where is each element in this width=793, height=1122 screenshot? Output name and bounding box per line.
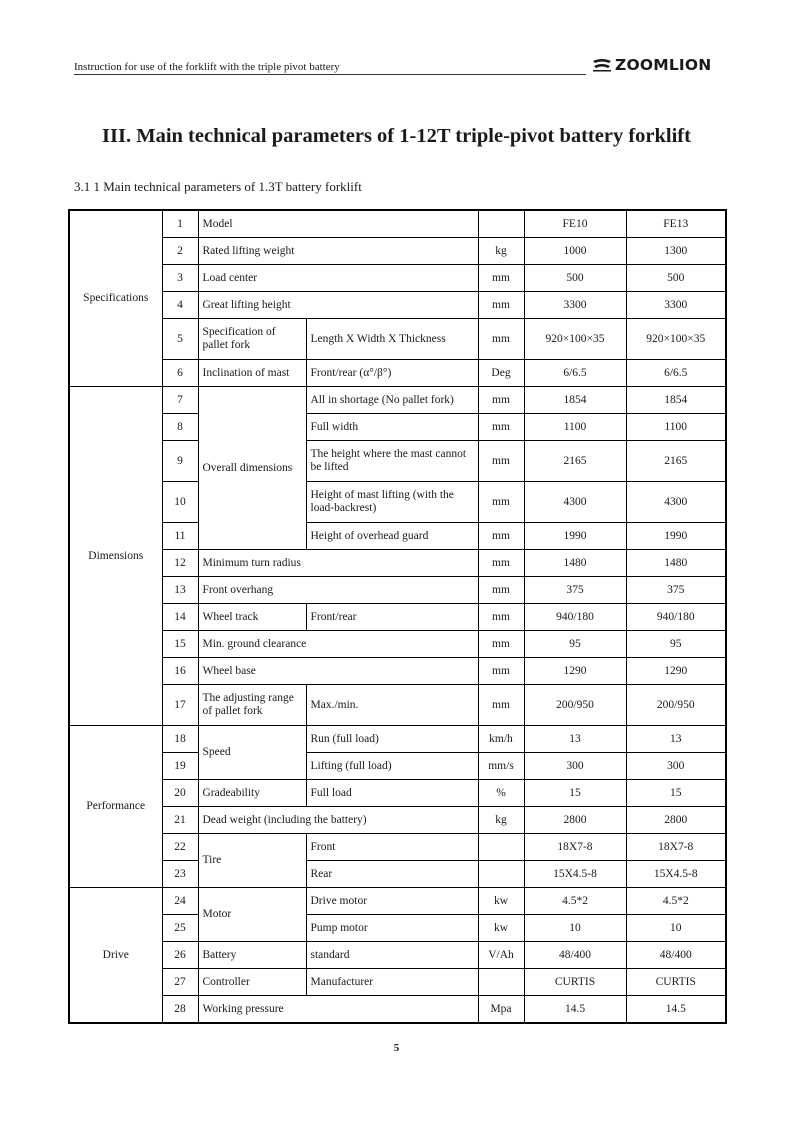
row-number: 3 xyxy=(162,265,198,292)
row-value-fe10: 1480 xyxy=(524,550,626,577)
table-row xyxy=(69,319,726,360)
table-row xyxy=(69,915,726,942)
row-value-fe13: 1854 xyxy=(626,387,726,414)
row-value-fe13: 1480 xyxy=(626,550,726,577)
row-value-fe10: 13 xyxy=(524,726,626,753)
row-sub-item: The height where the mast cannot be lifted xyxy=(306,441,478,482)
table-row xyxy=(69,387,726,414)
row-value-fe13: 3300 xyxy=(626,292,726,319)
row-unit: mm xyxy=(478,550,524,577)
row-value-fe10: 18X7-8 xyxy=(524,834,626,861)
row-item: Minimum turn radius xyxy=(198,550,478,577)
page-number: 5 xyxy=(393,1042,400,1054)
row-sub-item: Pump motor xyxy=(306,915,478,942)
row-number: 8 xyxy=(162,414,198,441)
row-value-fe13: 2165 xyxy=(626,441,726,482)
row-item: Working pressure xyxy=(198,996,478,1024)
row-item: Great lifting height xyxy=(198,292,478,319)
row-value-fe13: 2800 xyxy=(626,807,726,834)
row-value-fe10: 1990 xyxy=(524,523,626,550)
row-item: Front overhang xyxy=(198,577,478,604)
zoomlion-logo xyxy=(592,55,711,75)
row-value-fe13: 4300 xyxy=(626,482,726,523)
row-unit: kw xyxy=(478,888,524,915)
table-row xyxy=(69,834,726,861)
row-value-fe10: 4.5*2 xyxy=(524,888,626,915)
row-item: Wheel track xyxy=(198,604,306,631)
row-number: 12 xyxy=(162,550,198,577)
row-number: 23 xyxy=(162,861,198,888)
section-specifications: Specifications xyxy=(69,210,162,387)
row-number: 13 xyxy=(162,577,198,604)
row-number: 19 xyxy=(162,753,198,780)
row-value-fe13: 15 xyxy=(626,780,726,807)
row-unit: V/Ah xyxy=(478,942,524,969)
row-number: 15 xyxy=(162,631,198,658)
row-value-fe10: 200/950 xyxy=(524,685,626,726)
table-row xyxy=(69,969,726,996)
row-number: 20 xyxy=(162,780,198,807)
row-sub-item: Length X Width X Thickness xyxy=(306,319,478,360)
section-subtitle: 3.1 1 Main technical parameters of 1.3T battery forklift xyxy=(74,179,362,194)
row-unit: mm xyxy=(478,604,524,631)
table-row xyxy=(69,360,726,387)
row-unit: mm xyxy=(478,265,524,292)
row-unit: mm xyxy=(478,523,524,550)
table-row xyxy=(69,888,726,915)
zoomlion-logo-icon xyxy=(592,58,612,72)
logo-text: ZOOMLION xyxy=(615,56,712,74)
row-sub-item: Run (full load) xyxy=(306,726,478,753)
table-row xyxy=(69,482,726,523)
row-unit: mm xyxy=(478,387,524,414)
row-value-fe10: 2800 xyxy=(524,807,626,834)
row-number: 14 xyxy=(162,604,198,631)
row-value-fe10: 95 xyxy=(524,631,626,658)
row-unit: km/h xyxy=(478,726,524,753)
row-value-fe13: CURTIS xyxy=(626,969,726,996)
row-value-fe13: 14.5 xyxy=(626,996,726,1024)
row-number: 27 xyxy=(162,969,198,996)
row-number: 28 xyxy=(162,996,198,1024)
table-row xyxy=(69,414,726,441)
row-unit: mm xyxy=(478,414,524,441)
row-number: 24 xyxy=(162,888,198,915)
row-unit xyxy=(478,969,524,996)
row-number: 7 xyxy=(162,387,198,414)
group-speed: Speed xyxy=(198,726,306,780)
row-number: 25 xyxy=(162,915,198,942)
row-sub-item: Rear xyxy=(306,861,478,888)
section-performance: Performance xyxy=(69,726,162,888)
group-overall-dimensions: Overall dimensions xyxy=(198,387,306,550)
row-sub-item: Front/rear (α°/β°) xyxy=(306,360,478,387)
row-value-fe10: 375 xyxy=(524,577,626,604)
row-number: 16 xyxy=(162,658,198,685)
row-value-fe10: 48/400 xyxy=(524,942,626,969)
row-value-fe10: 3300 xyxy=(524,292,626,319)
table-row xyxy=(69,292,726,319)
row-item: Controller xyxy=(198,969,306,996)
row-item: Inclination of mast xyxy=(198,360,306,387)
row-unit: kw xyxy=(478,915,524,942)
row-value-fe10: 4300 xyxy=(524,482,626,523)
row-value-fe10: 6/6.5 xyxy=(524,360,626,387)
row-unit: mm xyxy=(478,631,524,658)
table-row xyxy=(69,996,726,1024)
table-row xyxy=(69,861,726,888)
row-value-fe10: CURTIS xyxy=(524,969,626,996)
row-item: Min. ground clearance xyxy=(198,631,478,658)
table-row xyxy=(69,685,726,726)
row-sub-item: Max./min. xyxy=(306,685,478,726)
row-sub-item: standard xyxy=(306,942,478,969)
row-number: 5 xyxy=(162,319,198,360)
row-number: 2 xyxy=(162,238,198,265)
section-dimensions: Dimensions xyxy=(69,387,162,726)
row-number: 21 xyxy=(162,807,198,834)
table-row xyxy=(69,807,726,834)
table-row xyxy=(69,577,726,604)
row-sub-item: Front xyxy=(306,834,478,861)
row-number: 1 xyxy=(162,210,198,238)
row-item: Model xyxy=(198,210,478,238)
row-unit: mm xyxy=(478,319,524,360)
table-row xyxy=(69,942,726,969)
row-value-fe13: 48/400 xyxy=(626,942,726,969)
row-value-fe10: 1100 xyxy=(524,414,626,441)
row-value-fe13: 1100 xyxy=(626,414,726,441)
row-number: 18 xyxy=(162,726,198,753)
row-sub-item: Full load xyxy=(306,780,478,807)
row-value-fe10: 1854 xyxy=(524,387,626,414)
row-value-fe10: 940/180 xyxy=(524,604,626,631)
table-row xyxy=(69,238,726,265)
row-unit: mm xyxy=(478,658,524,685)
row-item: Gradeability xyxy=(198,780,306,807)
technical-parameters-table xyxy=(68,209,727,1024)
row-item: The adjusting range of pallet fork xyxy=(198,685,306,726)
row-value-fe10: 300 xyxy=(524,753,626,780)
table-row xyxy=(69,550,726,577)
row-sub-item: All in shortage (No pallet fork) xyxy=(306,387,478,414)
row-item: Wheel base xyxy=(198,658,478,685)
row-sub-item: Height of overhead guard xyxy=(306,523,478,550)
row-value-fe13: 920×100×35 xyxy=(626,319,726,360)
row-item: Load center xyxy=(198,265,478,292)
table-row xyxy=(69,658,726,685)
row-value-fe13: 15X4.5-8 xyxy=(626,861,726,888)
row-unit: % xyxy=(478,780,524,807)
row-value-fe13: 4.5*2 xyxy=(626,888,726,915)
row-sub-item: Drive motor xyxy=(306,888,478,915)
row-value-fe10: 1000 xyxy=(524,238,626,265)
row-value-fe10: FE10 xyxy=(524,210,626,238)
row-unit: kg xyxy=(478,238,524,265)
row-number: 6 xyxy=(162,360,198,387)
row-value-fe13: 18X7-8 xyxy=(626,834,726,861)
row-number: 22 xyxy=(162,834,198,861)
row-value-fe13: 95 xyxy=(626,631,726,658)
row-unit xyxy=(478,210,524,238)
row-unit: Mpa xyxy=(478,996,524,1024)
row-value-fe13: 1300 xyxy=(626,238,726,265)
page-title: III. Main technical parameters of 1-12T triple-pivot battery forklift xyxy=(102,125,691,147)
table-row xyxy=(69,441,726,482)
row-unit: mm/s xyxy=(478,753,524,780)
row-number: 11 xyxy=(162,523,198,550)
row-item: Dead weight (including the battery) xyxy=(198,807,478,834)
row-unit: Deg xyxy=(478,360,524,387)
row-unit xyxy=(478,834,524,861)
row-value-fe13: 1290 xyxy=(626,658,726,685)
row-unit: mm xyxy=(478,482,524,523)
row-value-fe13: FE13 xyxy=(626,210,726,238)
row-unit xyxy=(478,861,524,888)
table-row xyxy=(69,604,726,631)
page-header xyxy=(74,57,586,75)
table-row xyxy=(69,753,726,780)
row-sub-item: Height of mast lifting (with the load-backrest) xyxy=(306,482,478,523)
row-value-fe10: 1290 xyxy=(524,658,626,685)
row-number: 4 xyxy=(162,292,198,319)
table-row xyxy=(69,631,726,658)
row-unit: kg xyxy=(478,807,524,834)
row-item: Specification of pallet fork xyxy=(198,319,306,360)
row-unit: mm xyxy=(478,441,524,482)
row-value-fe10: 14.5 xyxy=(524,996,626,1024)
row-item: Battery xyxy=(198,942,306,969)
table-row xyxy=(69,210,726,238)
header-text: Instruction for use of the forklift with the triple pivot battery xyxy=(74,61,340,73)
row-value-fe10: 500 xyxy=(524,265,626,292)
table-row xyxy=(69,780,726,807)
section-drive: Drive xyxy=(69,888,162,1024)
row-value-fe13: 940/180 xyxy=(626,604,726,631)
row-number: 17 xyxy=(162,685,198,726)
row-value-fe10: 2165 xyxy=(524,441,626,482)
row-sub-item: Manufacturer xyxy=(306,969,478,996)
row-number: 9 xyxy=(162,441,198,482)
row-value-fe13: 6/6.5 xyxy=(626,360,726,387)
row-unit: mm xyxy=(478,685,524,726)
row-sub-item: Lifting (full load) xyxy=(306,753,478,780)
row-value-fe13: 1990 xyxy=(626,523,726,550)
row-value-fe13: 10 xyxy=(626,915,726,942)
row-value-fe13: 13 xyxy=(626,726,726,753)
table-row xyxy=(69,523,726,550)
row-unit: mm xyxy=(478,577,524,604)
row-number: 26 xyxy=(162,942,198,969)
group-motor: Motor xyxy=(198,888,306,942)
row-value-fe10: 15 xyxy=(524,780,626,807)
row-sub-item: Front/rear xyxy=(306,604,478,631)
row-unit: mm xyxy=(478,292,524,319)
row-value-fe13: 375 xyxy=(626,577,726,604)
row-value-fe10: 15X4.5-8 xyxy=(524,861,626,888)
row-sub-item: Full width xyxy=(306,414,478,441)
row-value-fe13: 500 xyxy=(626,265,726,292)
row-value-fe13: 300 xyxy=(626,753,726,780)
row-value-fe10: 920×100×35 xyxy=(524,319,626,360)
row-value-fe10: 10 xyxy=(524,915,626,942)
row-item: Rated lifting weight xyxy=(198,238,478,265)
row-value-fe13: 200/950 xyxy=(626,685,726,726)
table-row xyxy=(69,265,726,292)
row-number: 10 xyxy=(162,482,198,523)
table-row xyxy=(69,726,726,753)
group-tire: Tire xyxy=(198,834,306,888)
